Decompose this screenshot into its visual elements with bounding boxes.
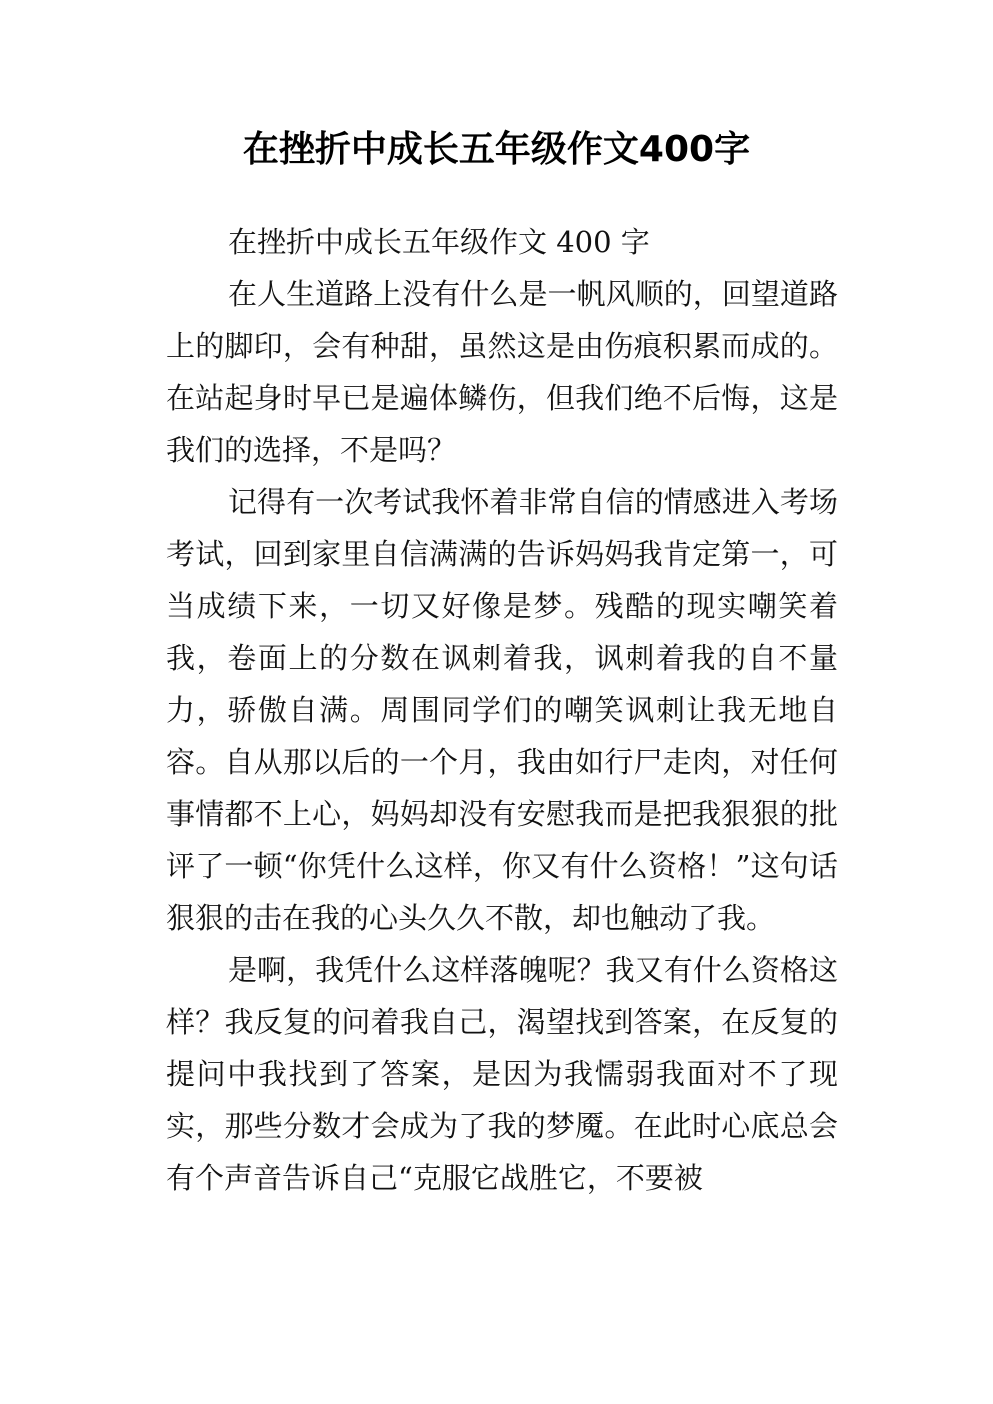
document-title: 在挫折中成长五年级作文400字 [242,129,751,170]
document-body [166,216,838,1204]
paragraph-reflection: 是啊，我凭什么这样落魄呢？我又有什么资格这样？我反复的问着我自己，渴望找到答案，在反复的提问中我找到了答案，是因为我懦弱我面对不了现实，那些分数才会成为了我的梦魇。在此时心底总会有个声音告诉自己“克服它战胜它，不要被 [166,953,838,1195]
paragraph-intro: 在人生道路上没有什么是一帆风顺的，回望道路上的脚印，会有种甜，虽然这是由伤痕积累而成的。在站起身时早已是遍体鳞伤，但我们绝不后悔，这是我们的选择，不是吗？ [166,277,838,467]
paragraph-subtitle: 在挫折中成长五年级作文 400 字 [228,225,650,259]
paragraph-exam-story: 记得有一次考试我怀着非常自信的情感进入考场考试，回到家里自信满满的告诉妈妈我肯定第一，可当成绩下来，一切又好像是梦。残酷的现实嘲笑着我，卷面上的分数在讽刺着我，讽刺着我的自不量力，骄傲自满。周围同学们的嘲笑讽刺让我无地自容。自从那以后的一个月，我由如行尸走肉，对任何事情都不上心，妈妈却没有安慰我而是把我狠狠的批评了一顿“你凭什么这样，你又有什么资格！”这句话狠狠的击在我的心头久久不散，却也触动了我。 [166,485,838,935]
